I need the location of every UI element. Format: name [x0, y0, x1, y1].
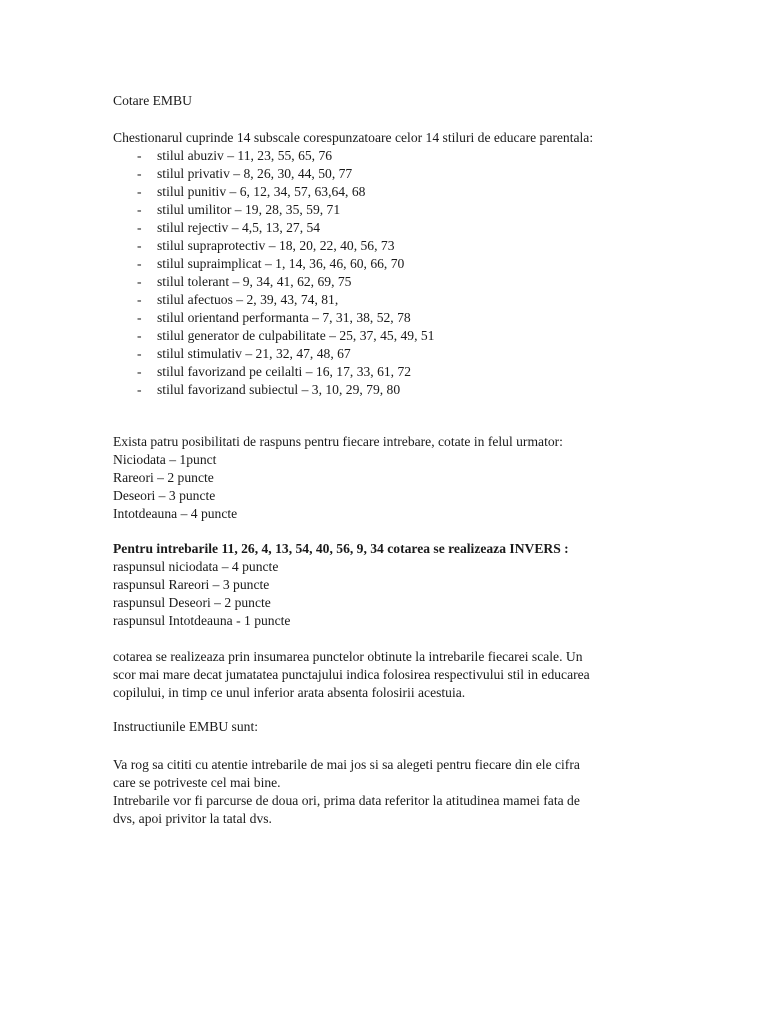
bullet-dash: - [137, 364, 142, 379]
scoring-paragraph-line: copilului, in timp ce unul inferior arata absenta folosirii acestuia. [113, 685, 466, 700]
instructions-paragraph-line: Va rog sa cititi cu atentie intrebarile de mai jos si sa alegeti pentru fiecare din ele cifra [113, 757, 580, 772]
answer-option: Rareori – 2 puncte [113, 470, 214, 485]
inverse-answer-option: raspunsul niciodata – 4 puncte [113, 559, 279, 574]
list-item-text: stilul supraimplicat – 1, 14, 36, 46, 60, 66, 70 [157, 256, 405, 271]
scoring-paragraph-line: scor mai mare decat jumatatea punctajului indica folosirea respectivului stil in educarea [113, 667, 590, 682]
document-title: Cotare EMBU [113, 93, 192, 108]
instructions-paragraph-line: dvs, apoi privitor la tatal dvs. [113, 811, 272, 826]
list-item-text: stilul generator de culpabilitate – 25, 37, 45, 49, 51 [157, 328, 435, 343]
list-item-text: stilul umilitor – 19, 28, 35, 59, 71 [157, 202, 341, 217]
list-item-text: stilul afectuos – 2, 39, 43, 74, 81, [157, 292, 339, 307]
bullet-dash: - [137, 238, 142, 253]
list-item-text: stilul rejectiv – 4,5, 13, 27, 54 [157, 220, 321, 235]
bullet-dash: - [137, 346, 142, 361]
instructions-heading: Instructiunile EMBU sunt: [113, 719, 258, 734]
answer-option: Deseori – 3 puncte [113, 488, 216, 503]
list-item-text: stilul favorizand pe ceilalti – 16, 17, 33, 61, 72 [157, 364, 412, 379]
inverse-answer-option: raspunsul Rareori – 3 puncte [113, 577, 270, 592]
instructions-paragraph-line: care se potriveste cel mai bine. [113, 775, 281, 790]
answer-option: Intotdeauna – 4 puncte [113, 506, 238, 521]
list-item-text: stilul tolerant – 9, 34, 41, 62, 69, 75 [157, 274, 352, 289]
inverse-answer-option: raspunsul Deseori – 2 puncte [113, 595, 271, 610]
bullet-dash: - [137, 256, 142, 271]
instructions-paragraph-line: Intrebarile vor fi parcurse de doua ori, prima data referitor la atitudinea mamei fata de [113, 793, 580, 808]
bullet-dash: - [137, 202, 142, 217]
bullet-dash: - [137, 184, 142, 199]
list-item-text: stilul privativ – 8, 26, 30, 44, 50, 77 [157, 166, 353, 181]
list-item-text: stilul punitiv – 6, 12, 34, 57, 63,64, 68 [157, 184, 366, 199]
bullet-dash: - [137, 220, 142, 235]
inverse-scoring-heading: Pentru intrebarile 11, 26, 4, 13, 54, 40, 56, 9, 34 cotarea se realizeaza INVERS : [113, 541, 569, 556]
bullet-dash: - [137, 148, 142, 163]
answers-intro: Exista patru posibilitati de raspuns pentru fiecare intrebare, cotate in felul urmator: [113, 434, 563, 449]
bullet-dash: - [137, 292, 142, 307]
answer-option: Niciodata – 1punct [113, 452, 217, 467]
bullet-dash: - [137, 274, 142, 289]
intro-paragraph: Chestionarul cuprinde 14 subscale corespunzatoare celor 14 stiluri de educare parentala: [113, 130, 594, 145]
scoring-paragraph-line: cotarea se realizeaza prin insumarea punctelor obtinute la intrebarile fiecarei scale. Un [113, 649, 583, 664]
inverse-answer-option: raspunsul Intotdeauna - 1 puncte [113, 613, 291, 628]
bullet-dash: - [137, 166, 142, 181]
list-item-text: stilul stimulativ – 21, 32, 47, 48, 67 [157, 346, 351, 361]
list-item-text: stilul favorizand subiectul – 3, 10, 29, 79, 80 [157, 382, 401, 397]
list-item-text: stilul orientand performanta – 7, 31, 38, 52, 78 [157, 310, 411, 325]
bullet-dash: - [137, 310, 142, 325]
list-item-text: stilul abuziv – 11, 23, 55, 65, 76 [157, 148, 333, 163]
list-item-text: stilul supraprotectiv – 18, 20, 22, 40, 56, 73 [157, 238, 395, 253]
bullet-dash: - [137, 328, 142, 343]
bullet-dash: - [137, 382, 142, 397]
